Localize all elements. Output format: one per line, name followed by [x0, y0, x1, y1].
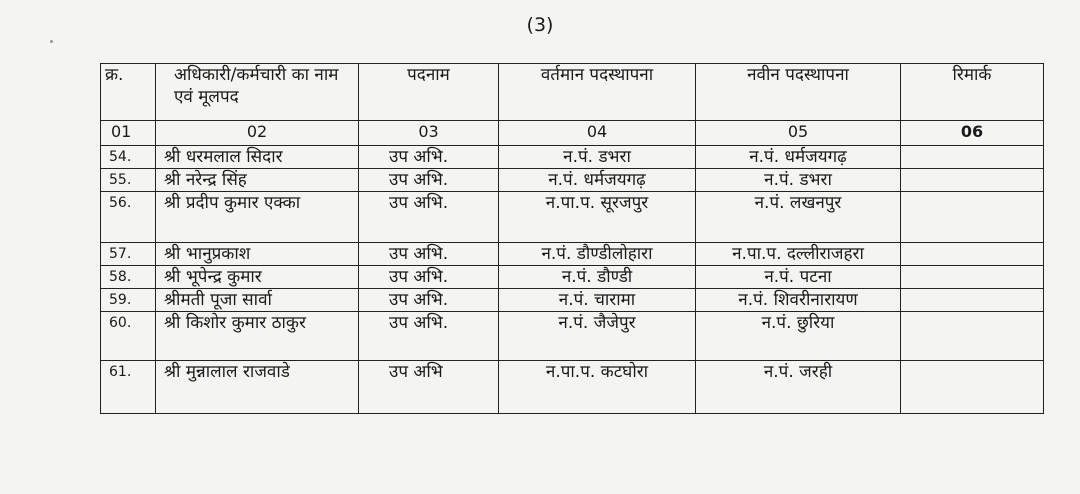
row-current-posting: न.पा.प. कटघोरा	[499, 361, 696, 414]
row-name: श्री भानुप्रकाश	[156, 243, 359, 266]
table-row	[101, 243, 1044, 266]
row-sn: 59.	[101, 289, 156, 312]
row-remark	[901, 361, 1044, 414]
row-new-posting: न.पं. लखनपुर	[696, 192, 901, 243]
row-new-posting: न.पं. शिवरीनारायण	[696, 289, 901, 312]
table-row	[101, 169, 1044, 192]
scan-mark	[50, 40, 53, 43]
row-sn: 55.	[101, 169, 156, 192]
row-designation: उप अभि.	[359, 169, 499, 192]
row-current-posting: न.पं. डौण्डीलोहारा	[499, 243, 696, 266]
row-new-posting: न.पं. छुरिया	[696, 312, 901, 361]
row-remark	[901, 243, 1044, 266]
table-header-row	[101, 64, 1044, 121]
row-new-posting: न.पं. धर्मजयगढ़	[696, 146, 901, 169]
row-name: श्री धरमलाल सिदार	[156, 146, 359, 169]
header-current-posting: वर्तमान पदस्थापना	[499, 64, 696, 121]
row-name: श्री भूपेन्द्र कुमार	[156, 266, 359, 289]
row-sn: 54.	[101, 146, 156, 169]
column-number-row	[101, 121, 1044, 146]
row-remark	[901, 146, 1044, 169]
table-row	[101, 266, 1044, 289]
row-current-posting: न.पं. धर्मजयगढ़	[499, 169, 696, 192]
row-remark	[901, 192, 1044, 243]
column-number: 03	[359, 121, 499, 146]
row-new-posting: न.पं. पटना	[696, 266, 901, 289]
row-designation: उप अभि.	[359, 243, 499, 266]
transfer-table	[100, 63, 1044, 414]
row-current-posting: न.पं. डभरा	[499, 146, 696, 169]
row-remark	[901, 169, 1044, 192]
row-designation: उप अभि	[359, 361, 499, 414]
row-remark	[901, 266, 1044, 289]
header-name: अधिकारी/कर्मचारी का नाम एवं मूलपद	[156, 64, 359, 121]
row-current-posting: न.पं. चारामा	[499, 289, 696, 312]
header-sn: क्र.	[101, 64, 156, 121]
row-designation: उप अभि.	[359, 146, 499, 169]
header-new-posting: नवीन पदस्थापना	[696, 64, 901, 121]
row-name: श्रीमती पूजा सार्वा	[156, 289, 359, 312]
table-row	[101, 289, 1044, 312]
row-name: श्री किशोर कुमार ठाकुर	[156, 312, 359, 361]
row-designation: उप अभि.	[359, 289, 499, 312]
column-number: 04	[499, 121, 696, 146]
row-sn: 61.	[101, 361, 156, 414]
header-remark: रिमार्क	[901, 64, 1044, 121]
row-new-posting: न.पा.प. दल्लीराजहरा	[696, 243, 901, 266]
row-new-posting: न.पं. डभरा	[696, 169, 901, 192]
column-number: 01	[101, 121, 156, 146]
row-designation: उप अभि.	[359, 192, 499, 243]
row-sn: 60.	[101, 312, 156, 361]
row-name: श्री प्रदीप कुमार एक्का	[156, 192, 359, 243]
row-sn: 58.	[101, 266, 156, 289]
row-current-posting: न.पं. डौण्डी	[499, 266, 696, 289]
row-name: श्री नरेन्द्र सिंह	[156, 169, 359, 192]
row-sn: 57.	[101, 243, 156, 266]
row-current-posting: न.पा.प. सूरजपुर	[499, 192, 696, 243]
page-number: (3)	[526, 14, 554, 36]
row-name: श्री मुन्नालाल राजवाडे	[156, 361, 359, 414]
row-current-posting: न.पं. जैजेपुर	[499, 312, 696, 361]
table-row	[101, 146, 1044, 169]
table-row	[101, 192, 1044, 243]
header-designation: पदनाम	[359, 64, 499, 121]
row-remark	[901, 312, 1044, 361]
table-row	[101, 312, 1044, 361]
row-designation: उप अभि.	[359, 312, 499, 361]
column-number: 05	[696, 121, 901, 146]
column-number: 02	[156, 121, 359, 146]
table-row	[101, 361, 1044, 414]
row-remark	[901, 289, 1044, 312]
row-designation: उप अभि.	[359, 266, 499, 289]
row-new-posting: न.पं. जरही	[696, 361, 901, 414]
row-sn: 56.	[101, 192, 156, 243]
column-number: 06	[901, 121, 1044, 146]
